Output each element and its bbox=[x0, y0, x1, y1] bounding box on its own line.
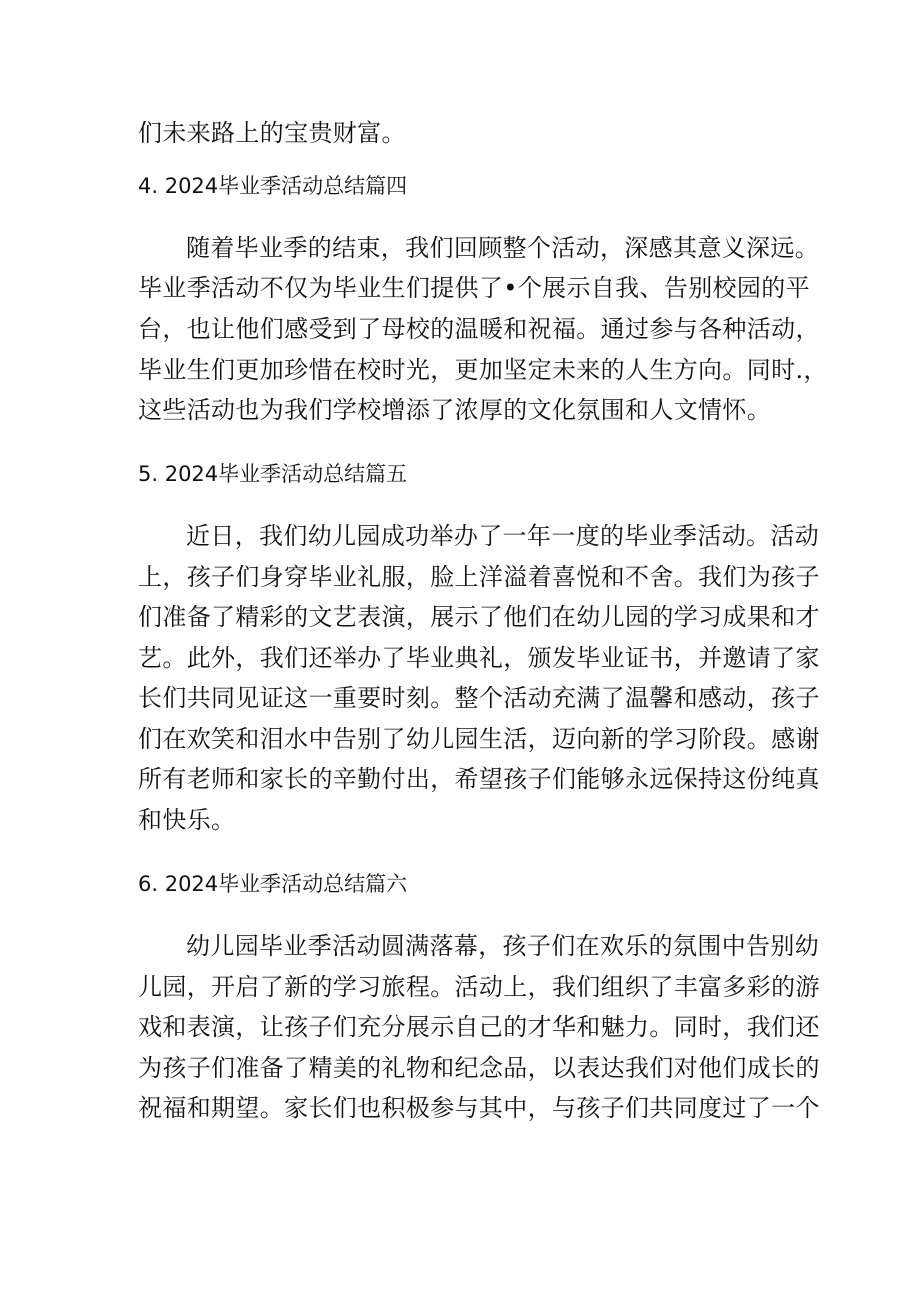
paragraph-line: 们在欢笑和泪水中告别了幼儿园生活，迈向新的学习阶段。感谢 bbox=[138, 725, 820, 753]
paragraph-line: 毕业季活动不仅为毕业生们提供了•个展示自我、告别校园的平 bbox=[138, 274, 810, 302]
paragraph-line: 近日，我们幼儿园成功举办了一年一度的毕业季活动。活动 bbox=[186, 522, 820, 550]
paragraph-line: 们准备了精彩的文艺表演，展示了他们在幼儿园的学习成果和才 bbox=[138, 603, 820, 631]
paragraph-line: 艺。此外，我们还举办了毕业典礼，颁发毕业证书，并邀请了家 bbox=[138, 644, 820, 672]
paragraph-line: 和快乐。 bbox=[138, 806, 236, 834]
paragraph-line: 毕业生们更加珍惜在校时光，更加坚定未来的人生方向。同时.， bbox=[138, 356, 828, 384]
paragraph-line: 为孩子们准备了精美的礼物和纪念品，以表达我们对他们成长的 bbox=[138, 1054, 820, 1082]
paragraph-line: 戏和表演，让孩子们充分展示自己的才华和魅力。同时，我们还 bbox=[138, 1013, 820, 1041]
paragraph-line: 台，也让他们感受到了母校的温暖和祝福。通过参与各种活动， bbox=[138, 315, 820, 343]
paragraph-line: 上，孩子们身穿毕业礼服，脸上洋溢着喜悦和不舍。我们为孩子 bbox=[138, 563, 820, 591]
paragraph-line: 所有老师和家长的辛勤付出，希望孩子们能够永远保持这份纯真 bbox=[138, 765, 820, 793]
section-heading: 6. 2024毕业季活动总结篇六 bbox=[138, 872, 408, 896]
paragraph-line: 幼儿园毕业季活动圆满落幕，孩子们在欢乐的氛围中告别幼 bbox=[186, 932, 820, 960]
paragraph-line: 随着毕业季的结束，我们回顾整个活动，深感其意义深远。 bbox=[186, 234, 820, 262]
paragraph-line: 长们共同见证这一重要时刻。整个活动充满了温馨和感动，孩子 bbox=[138, 684, 820, 712]
paragraph-line: 们未来路上的宝贵财富。 bbox=[138, 119, 406, 147]
section-heading: 4. 2024毕业季活动总结篇四 bbox=[138, 174, 408, 198]
paragraph-line: 祝福和期望。家长们也积极参与其中，与孩子们共同度过了一个 bbox=[138, 1094, 820, 1122]
paragraph-line: 这些活动也为我们学校增添了浓厚的文化氛围和人文情怀。 bbox=[138, 396, 772, 424]
section-heading: 5. 2024毕业季活动总结篇五 bbox=[138, 462, 408, 486]
paragraph-line: 儿园，开启了新的学习旅程。活动上，我们组织了丰富多彩的游 bbox=[138, 973, 820, 1001]
